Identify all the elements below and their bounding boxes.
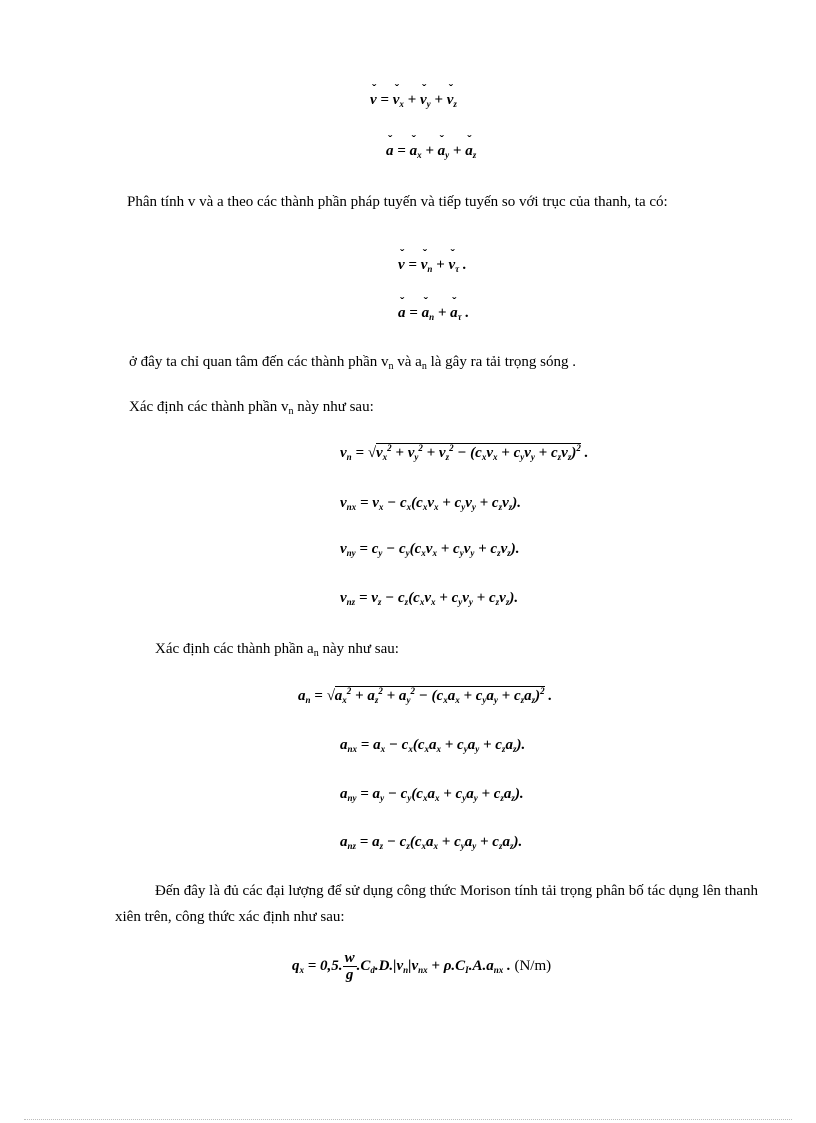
equation-anx: $a_{nx} = a_x - c_x(c_xa_x + c_ya_y + c_za_z)$. [340,737,526,754]
equation-acceleration-sum: ˇ a = ˇ $a_x$ + ˇ $a_y$ + ˇ $a_z$ [386,143,476,160]
equation-vnx: $v_{nx} = v_x - c_x(c_xv_x + c_yv_y + c_zv_z)$. [340,495,522,512]
equation-velocity-decomp: ˇ v = ˇ $v_n$ + ˇ $v_\tau$ . [398,257,467,274]
equation-an: $a_n = √a_x^2 + a_z^2 + a_y^2 - (c_xa_x + c_ya_y + c_za_z)^2$ . [298,686,553,705]
equation-vnz: $v_{nz} = v_z - c_z(c_xv_x + c_yv_y + c_zv_z)$. [340,590,519,607]
equation-anz: $a_{nz} = a_z - c_z(c_xa_x + c_ya_y + c_za_z)$. [340,834,523,851]
equation-vny: $v_{ny} = c_y - c_y(c_xv_x + c_yv_y + c_zv_z)$. [340,541,520,558]
page-bottom-divider [24,1119,792,1120]
equation-vn: $v_n = √v_x^2 + v_y^2 + v_z^2 - (c_xv_x + c_yv_y + c_zv_z)^2$ . [340,443,589,462]
equation-any: $a_{ny} = a_y - c_y(c_xa_x + c_ya_y + c_za_z)$. [340,786,524,803]
paragraph-decompose: Phân tính v và a theo các thành phần pháp tuyến và tiếp tuyến so với trục của thanh, ta có: [127,194,668,210]
paragraph-morison: Đến đây là đủ các đại lượng để sử dụng công thức Morison tính tải trọng phân bố tác dụng lên thanh xiên trên, công thức xác định như sau: [115,883,758,925]
equation-morison: $q_x = 0,5$. $\frac{w}{g}$ $.C_d.D.|v_n|v_{nx} + \rho.C_I.A.a_{nx}$ . (N/m) [292,950,552,983]
equation-acceleration-decomp: ˇ a = ˇ $a_n$ + ˇ $a_\tau$ . [398,305,469,322]
paragraph-focus: ở đây ta chỉ quan tâm đến các thành phần $v_n$ và $a_n$ là gây ra tải trọng sóng . [129,354,576,372]
unit-label: (N/m) [514,957,552,974]
paragraph-vn-intro: Xác định các thành phần $v_n$ này như sau: [129,399,374,417]
paragraph-an-intro: Xác định các thành phần $a_n$ này như sau: [155,641,399,659]
equation-velocity-sum: ˇ v = ˇ $v_x$ + ˇ $v_y$ + ˇ $v_z$ [370,92,457,109]
